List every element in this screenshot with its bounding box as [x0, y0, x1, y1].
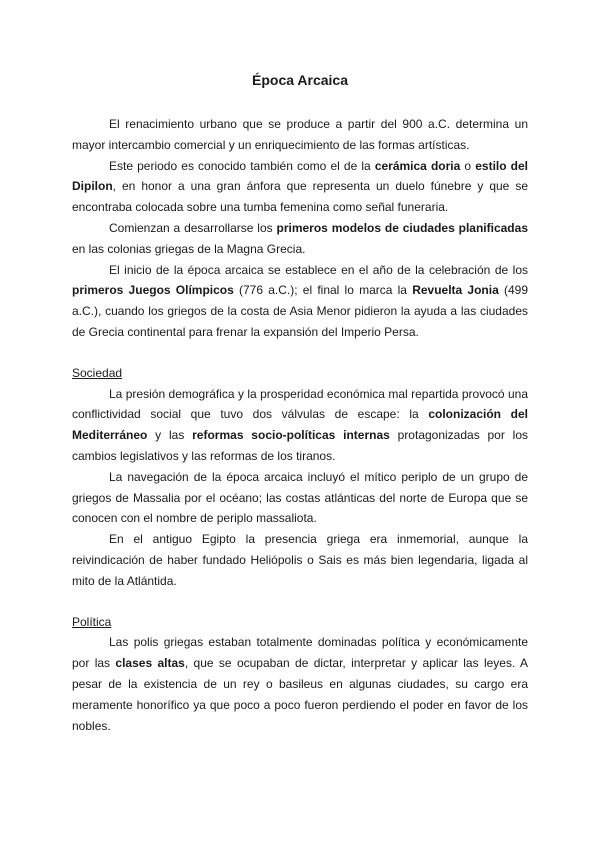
- politica-paragraph-1: Las polis griegas estaban totalmente dominadas política y económicamente por las clases altas, que se ocupaban de dictar, interpretar y aplicar las leyes. A pesar de la existencia de un rey o basileus en algunas ciudades, su cargo era meramente honorífico ya que poco a poco fueron perdiendo el poder en favor de los nobles.: [72, 635, 529, 733]
- section-heading-politica: Política: [72, 614, 112, 629]
- bold-term: primeros Juegos Olímpicos: [72, 283, 234, 298]
- intro-paragraph-2: Este periodo es conocido también como el de la cerámica doria o estilo del Dipilon, en honor a una gran ánfora que representa un duelo fúnebre y que se encontraba colocada sobre una tumba femenina como señal funeraria.: [72, 158, 529, 215]
- bold-term: Revuelta Jonia: [412, 283, 499, 298]
- intro-paragraph-4: El inicio de la época arcaica se establece en el año de la celebración de los primeros Juegos Olímpicos (776 a.C.); el final lo marca la Revuelta Jonia (499 a.C.), cuando los griegos de la costa de Asia Menor pidieron la ayuda a las ciudades de Grecia continental para frenar la expansión del Imperio Persa.: [72, 262, 528, 339]
- intro-paragraph-1: El renacimiento urbano que se produce a partir del 900 a.C. determina un mayor intercambio comercial y un enriquecimiento de las formas artísticas.: [72, 117, 528, 152]
- bold-term: cerámica doria: [374, 158, 461, 173]
- bold-term: colonización del Mediterráneo: [72, 407, 528, 443]
- document-body: [72, 114, 528, 736]
- bold-term: clases altas: [115, 656, 185, 671]
- bold-term: reformas socio-políticas internas: [192, 428, 390, 443]
- section-heading-sociedad: Sociedad: [72, 365, 123, 380]
- bold-term: primeros modelos de ciudades planificadas: [276, 220, 528, 235]
- sociedad-paragraph-3: En el antiguo Egipto la presencia griega era inmemorial, aunque la reivindicación de haber fundado Heliópolis o Sais es más bien legendaria, ligada al mito de la Atlántida.: [72, 532, 528, 588]
- sociedad-paragraph-2: La navegación de la época arcaica incluyó el mítico periplo de un grupo de griegos de Massalia por el océano; las costas atlánticas del norte de Europa que se conocen con el nombre de periplo massaliota.: [72, 469, 528, 526]
- page-title: Época Arcaica: [252, 72, 348, 88]
- intro-paragraph-3: Comienzan a desarrollarse los primeros modelos de ciudades planificadas en las colonias griegas de la Magna Grecia.: [72, 220, 528, 256]
- sociedad-paragraph-1: La presión demográfica y la prosperidad económica mal repartida provocó una conflictividad social que tuvo dos válvulas de escape: la colonización del Mediterráneo y las reformas socio-políticas internas protagonizadas por los cambios legislativos y las reformas de los tiranos.: [72, 386, 529, 463]
- bold-term: estilo del Dipilon: [72, 158, 529, 194]
